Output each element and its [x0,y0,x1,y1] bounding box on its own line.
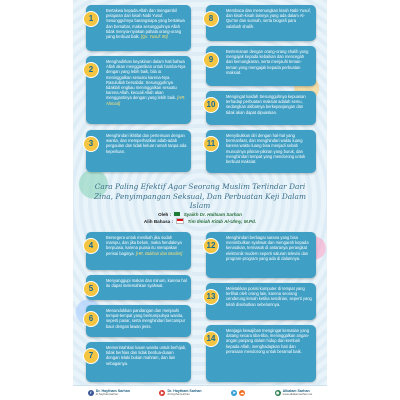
social-handle: dr.haythamsarhan [167,392,190,397]
tip-card-7 [86,342,191,382]
author-name: Syaikh Dr. Haitsam Sarhan [183,211,242,217]
tip-reference: [Qs. Yusuf: 90] [140,34,168,40]
tip-card-1 [86,5,191,51]
translator-label: Alih Bahasa : [143,218,174,224]
facebook-icon: f [88,390,94,396]
telegram-icon: ➤ [232,390,236,395]
tip-text: Memerintahkan kaum wanita untuk berhijab, tidak berhias dan tidak berdua-duaan dengan lelaki bukan mahram, dan lain sebagainya. [106,345,187,366]
infographic-poster [73,0,327,400]
social-name: Alkalam Sarhan [282,389,310,394]
tip-reference: [HR. Bukhari dan Muslim] [135,250,183,256]
tip-text: Menghadirkan keyakinan dalam hati bahwa Allah akan menggantikan untuk hamba-Nya dengan yang lebih baik, bila ia meninggalkan sesuatu karena-Nya. Rasulullah bersabda: Sesungguhnya tidaklah engkau meninggalkan sesuatu karena Allah, kecuali Allah akan menggantinya dengan yang lebih baik. [106,59,186,101]
tip-reference: [HR. Ahmad] [106,95,186,106]
tip-text: Menjaga kewajiban mengingat kematian yang datang secara tiba-tiba, meninggalkan angan-angan panjang dalam hidup dan kembali kepada Allah, menghadapkan hati dan perasaan mendorong untuk beramal baik. [226,328,310,354]
tip-text: Menyanggupi makan dan minum, karena hal itu dapat melemahkan syahwat. [106,278,187,289]
social-link-youtube[interactable] [159,389,201,396]
tip-text: Menghindari berbagai sarana yang bisa menimbulkan syahwat dan mengarah kepada kerusakan, termasuk di antaranya perangkat elektronik modern seperti saluran televisi dan program-program yang ada di dalamnya. [226,235,309,261]
tip-text: Membaca dan merenungkan kisah Nabi Yusuf, dan kisah-kisah lainnya yang ada dalam Al-Qur'an dan sunnah, serta biografi para salafush shalih. [226,8,311,29]
tip-number-badge: 9 [203,52,219,68]
social-handle: www.alkalamsarhan.net [282,392,313,397]
tip-number-badge: 13 [203,289,219,305]
tip-number-badge: 14 [203,331,219,347]
tip-text: Meletakkan posisi komputer di tempat yang terlihat oleh orang lain, karena seorang cenderung lemah ketika sendirian, seperti yang telah disebutkan sebelumnya. [226,286,312,307]
tip-text: Menghindari ikhtilat dan pertemuan dengan wanita, dan memperhatikan adab-adab pergaulan dan tidak keluar rumah tanpa ada keperluan. [106,133,187,154]
tip-text: Menundukkan pandangan dan menjauhi tempat-tempat yang berkumpulnya wanita, seperti pasar, serta menghindari bercampur baur dengan lawan jenis. [106,308,186,329]
social-name: Dr. Haytham Sarhan [167,389,202,394]
tip-card-10 [206,91,316,125]
author-label: Oleh : [158,211,172,217]
translator-name: Tim Ilmiah Kitab Al-Ulmy, M.Pd. [187,218,257,224]
tip-text: Bertemanan dengan orang-orang shalih yang mengajak kepada kebaikan dan mencegah dari kemungkaran, serta menjauhi teman-teman yang mengajak kepada perbuatan maksiat. [226,49,309,75]
author-line [73,211,327,218]
tip-number-badge: 8 [203,11,219,27]
saudi-flag-icon [174,212,180,216]
tip-number-badge: 7 [83,348,99,364]
tip-card-2 [86,56,191,124]
tip-number-badge: 5 [83,281,99,297]
poster-title: Cara Paling Efektif Agar Seorang Muslim Terlindar Dari Zina, Penyimpangan Seksual, Dan Perbuatan Keji Dalam Islam [94,182,306,210]
tip-card-4 [86,232,191,270]
indonesia-flag-icon [176,218,184,224]
tip-number-badge: 12 [203,238,219,254]
tip-card-11 [206,130,316,173]
title-block [73,182,327,225]
tip-text: Menyibukkan diri dengan hal-hal yang bermanfaat, dan menghindari waktu luang karena waktu luang bisa menjadi sebab munculnya pikiran-pikiran yang buruk, dan menghindari tempat yang mendorong untuk berbuat maksiat. [226,133,306,165]
translator-line [73,218,327,225]
tip-number-badge: 6 [83,311,99,327]
tip-card-5 [86,275,191,300]
social-handle: dr.haythamsarhan [95,392,119,397]
tip-card-6 [86,305,191,337]
social-name: Dr. Haytham Sarhan [95,389,130,394]
tip-text: Bersegera untuk menikah jika sudah mampu, dan jika belum, maka hendaknya berpuasa, karena puasa itu merupakan perisai baginya. [106,235,182,256]
tip-number-badge: 3 [83,136,99,152]
social-link-facebook[interactable] [88,389,130,396]
website-icon: ◉ [275,390,280,395]
tip-text: Mengingat kaidah Sesungguhnya kepuasan terhadap perbuatan maksiat adalah semu, sedangkan akibatnya berkepanjangan dan tidak akan dapat dipuaskan. [226,94,306,115]
youtube-icon: ▶ [160,390,164,395]
tip-card-8 [206,5,316,41]
tip-card-9 [206,46,316,86]
social-link-telegram[interactable] [231,390,245,396]
tip-number-badge: 4 [83,238,99,254]
tip-number-badge: 1 [83,11,99,27]
tip-card-3 [86,130,191,172]
social-link-website[interactable] [275,389,313,396]
social-footer [73,385,327,400]
tip-card-13 [206,283,316,320]
tip-card-14 [206,325,316,382]
tip-number-badge: 2 [83,62,99,78]
soundcloud-icon: ☁ [240,390,245,395]
tip-number-badge: 11 [203,136,219,152]
tip-number-badge: 10 [203,97,219,113]
tip-card-12 [206,232,316,278]
tip-text: Bertakwa kepada Allah dan mengambil pelajaran dari kisah Nabi Yusuf. Sesungguhnya barangsiapa yang bertakwa dan bersabar, maka sesungguhnya Allah tidak menyia-nyiakan pahala orang-orang yang berbuat baik. [106,8,185,40]
